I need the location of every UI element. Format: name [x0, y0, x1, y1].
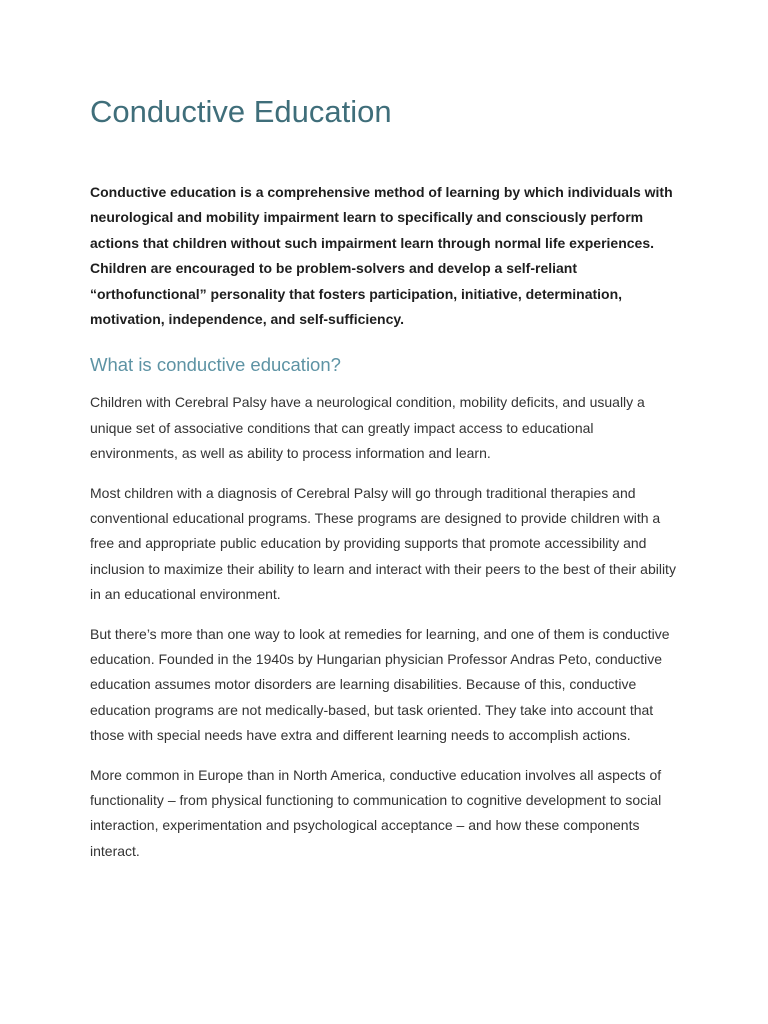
page-title: Conductive Education	[90, 94, 392, 129]
section-heading: What is conductive education?	[90, 354, 341, 376]
body-paragraph-4: More common in Europe than in North America, conductive education involves all aspects of functionality – from physical functioning to communication to cognitive development to social interaction, experimentation and psychological acceptance – and how these components interact.	[90, 767, 662, 859]
body-paragraph-2: Most children with a diagnosis of Cerebral Palsy will go through traditional therapies and conventional educational programs. These programs are designed to provide children with a free and appropriate public education by providing supports that promote accessibility and inclusion to maximize their ability to learn and interact with their peers to the best of their ability in an educational environment.	[90, 485, 676, 602]
body-paragraph-1: Children with Cerebral Palsy have a neurological condition, mobility deficits, and usually a unique set of associative conditions that can greatly impact access to educational environments, as well as ability to process information and learn.	[90, 394, 645, 461]
intro-paragraph: Conductive education is a comprehensive method of learning by which individuals with neurological and mobility impairment learn to specifically and consciously perform actions that children without such impairment learn through normal life experiences. Children are encouraged to be problem-solvers and develop a self-reliant “orthofunctional” personality that fosters participation, initiative, determination, motivation, independence, and self-sufficiency.	[90, 184, 673, 328]
body-paragraph-3: But there’s more than one way to look at remedies for learning, and one of them is conductive education. Founded in the 1940s by Hungarian physician Professor Andras Peto, conductive education assumes motor disorders are learning disabilities. Because of this, conductive education programs are not medically-based, but task oriented. They take into account that those with special needs have extra and different learning needs to accomplish actions.	[90, 626, 670, 743]
